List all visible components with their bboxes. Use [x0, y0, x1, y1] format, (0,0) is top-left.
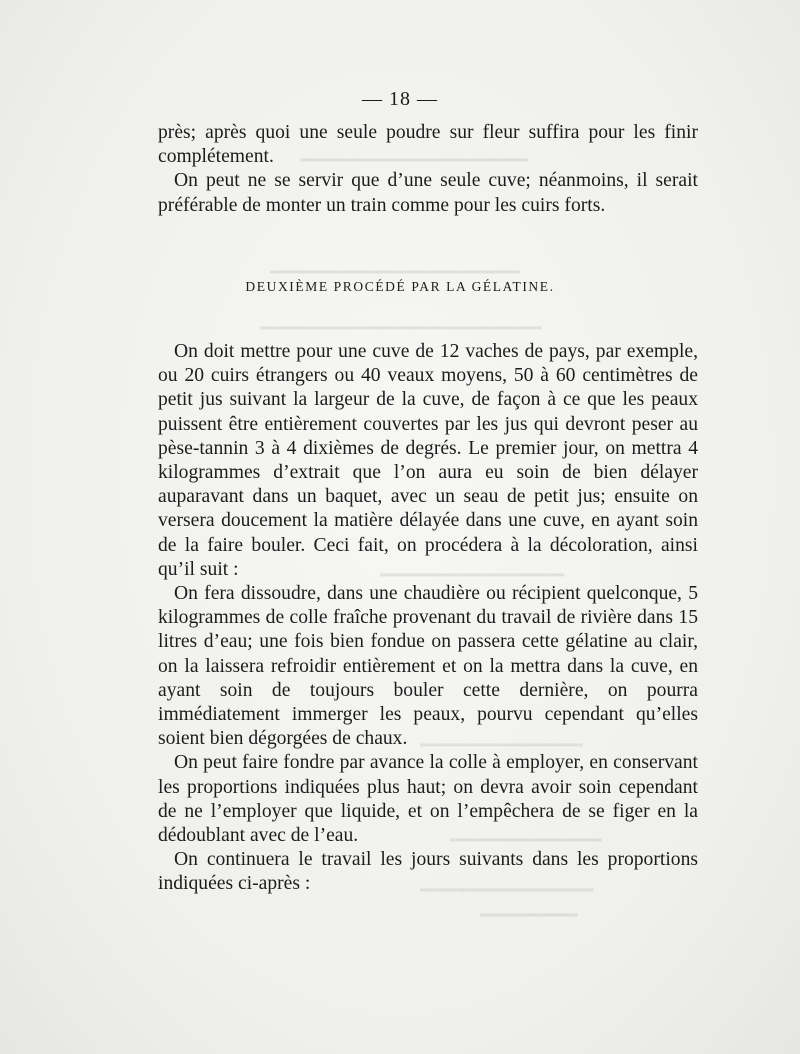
paragraph: On continuera le travail les jours suivants dans les proportions indiquées ci-après :	[158, 849, 698, 895]
paragraph: On peut faire fondre par avance la colle à employer, en conservant les proportions indiquées plus haut; on devra avoir soin cependant de ne l’employer que liquide, et on l’empêchera de se figer en la dédoublant avec de l’eau.	[158, 752, 698, 847]
section-heading: DEUXIÈME PROCÉDÉ PAR LA GÉLATINE.	[245, 279, 555, 294]
paragraph: On peut ne se servir que d’une seule cuve; néanmoins, il serait préférable de monter un train comme pour les cuirs forts.	[158, 170, 698, 216]
intro-text	[158, 121, 698, 218]
show-through-line: ━━━━━━━━━	[480, 905, 578, 925]
body-text	[158, 340, 698, 897]
show-through-line: ━━━━━━━━━━━━━━━━━━━━━━━━━━	[260, 318, 542, 338]
show-through-line: ━━━━━━━━━━━━━━━━━	[380, 565, 565, 585]
show-through-line: ━━━━━━━━━━━━━━━━━━━━━━━	[270, 262, 520, 282]
paragraph: On fera dissoudre, dans une chaudière ou récipient quelconque, 5 kilogrammes de colle fraîche provenant du travail de rivière dans 15 litres d’eau; une fois bien fondue on passera cette gélatine au clair, on la laissera refroidir entièrement et on la mettra dans la cuve, en ayant soin de toujours bouler cette dernière, on pourra immédiatement immerger les peaux, pourvu cependant qu’elles soient bien dégorgées de chaux.	[158, 583, 698, 750]
show-through-line: ━━━━━━━━━━━━━━━━━━━━━	[300, 150, 528, 170]
page-number: — 18 —	[362, 88, 438, 110]
paragraph: On doit mettre pour une cuve de 12 vaches de pays, par exemple, ou 20 cuirs étrangers ou 40 veaux moyens, 50 à 60 centimètres de petit jus suivant la largeur de la cuve, de façon à ce que les peaux puissent être entièrement couvertes par les jus qui devront peser au pèse-tannin 3 à 4 dixièmes de degrés. Le premier jour, on mettra 4 kilogrammes d’extrait que l’on aura eu soin de bien délayer auparavant dans un baquet, avec un seau de petit jus; ensuite on versera doucement la matière délayée dans une cuve, en ayant soin de la faire bouler. Ceci fait, on procédera à la décoloration, ainsi qu’il suit :	[158, 341, 698, 580]
show-through-line: ━━━━━━━━━━━━━━━━	[420, 880, 594, 900]
show-through-line: ━━━━━━━━━━━━━━━	[420, 735, 583, 755]
show-through-line: ━━━━━━━━━━━━━━	[450, 830, 602, 850]
paragraph: près; après quoi une seule poudre sur fleur suffira pour les finir complétement.	[158, 122, 698, 168]
